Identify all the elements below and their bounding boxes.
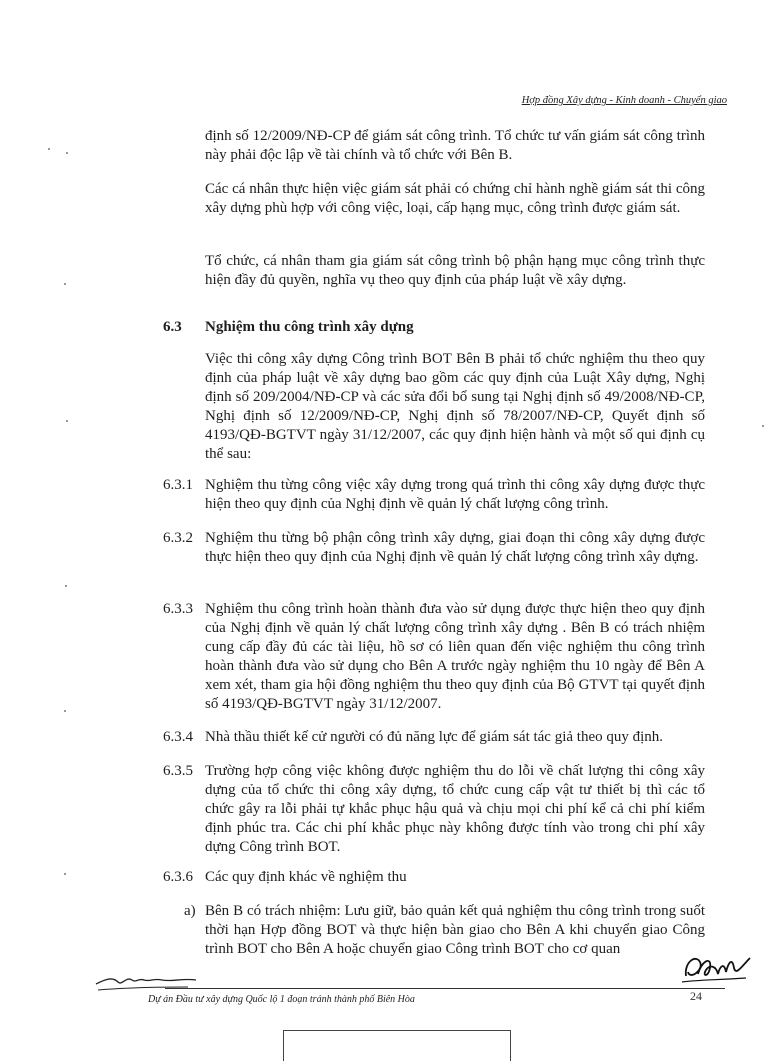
footer-project-name: Dự án Đầu tư xây dựng Quốc lộ 1 đoạn tránh thành phố Biên Hòa bbox=[148, 994, 415, 1005]
item-text: Nghiệm thu từng bộ phận công trình xây dựng, giai đoạn thi công xây dựng được thực hiện theo quy định của Nghị định về quản lý chất lượng công trình xây dựng. bbox=[205, 530, 705, 565]
item-text: Nghiệm thu công trình hoàn thành đưa vào sử dụng được thực hiện theo quy định của Nghị định về quản lý chất lượng công trình xây dựng . Bên B có trách nhiệm cung cấp đầy đủ các tài liệu, hồ sơ có liên quan đến việc nghiệm thu công trình hoàn thành đưa vào sử dụng cho Bên A trước ngày nghiệm thu 10 ngày để Bên A xem xét, tham gia hội đồng nghiệm thu theo quy định của Bộ GTVT tại quyết định số 4193/QĐ-BGTVT ngày 31/12/2007. bbox=[205, 601, 705, 712]
item-number: 6.3.2 bbox=[163, 530, 193, 546]
footer-rule bbox=[165, 988, 725, 989]
signature-left bbox=[92, 968, 202, 996]
scan-speck bbox=[66, 152, 68, 154]
item-number: 6.3.1 bbox=[163, 477, 193, 493]
running-header: Hợp đồng Xây dựng - Kinh doanh - Chuyển giao bbox=[521, 95, 727, 106]
paragraph-intro-2: Các cá nhân thực hiện việc giám sát phải có chứng chỉ hành nghề giám sát thi công xây dựng phù hợp với công việc, loại, cấp hạng mục, công trình được giám sát. bbox=[205, 181, 705, 216]
scan-speck bbox=[65, 585, 67, 587]
scan-speck bbox=[64, 710, 66, 712]
item-text: Nghiệm thu từng công việc xây dựng trong quá trình thi công xây dựng được thực hiện theo quy định của Nghị định về quản lý chất lượng công trình. bbox=[205, 477, 705, 512]
paragraph-intro-3: Tổ chức, cá nhân tham gia giám sát công trình bộ phận hạng mục công trình thực hiện đầy đủ quyền, nghĩa vụ theo quy định của pháp luật về xây dựng. bbox=[205, 253, 705, 288]
section-number: 6.3 bbox=[163, 319, 182, 335]
section-title: Nghiệm thu công trình xây dựng bbox=[205, 319, 414, 335]
paragraph-intro-1: định số 12/2009/NĐ-CP để giám sát công trình. Tổ chức tư vấn giám sát công trình này phải độc lập về tài chính và tổ chức với Bên B. bbox=[205, 128, 705, 163]
scan-speck bbox=[64, 283, 66, 285]
sub-item-text: Bên B có trách nhiệm: Lưu giữ, bảo quản kết quả nghiệm thu công trình trong suốt thời hạn Hợp đồng BOT và thực hiện bàn giao cho Bên A khi chuyển giao Công trình BOT cho Bên A hoặc chuyển giao Công trình BOT cho cơ quan bbox=[205, 903, 705, 957]
scan-speck bbox=[48, 148, 50, 150]
page-number: 24 bbox=[690, 989, 702, 1003]
item-number: 6.3.4 bbox=[163, 729, 193, 745]
bottom-binding-box bbox=[283, 1030, 511, 1061]
signature-right bbox=[676, 946, 758, 990]
sub-item-label: a) bbox=[184, 903, 196, 919]
scan-speck bbox=[66, 420, 68, 422]
item-text: Trường hợp công việc không được nghiệm thu do lỗi về chất lượng thi công xây dựng của tổ chức thi công xây dựng, tổ chức cung cấp vật tư thiết bị thì các tổ chức gây ra lỗi phải tự khắc phục hậu quả và chịu mọi chi phí kể cả chi phí kiểm định phúc tra. Các chi phí khắc phục này không được tính vào trong chi phí xây dựng Công trình BOT. bbox=[205, 763, 705, 855]
item-text: Các quy định khác về nghiệm thu bbox=[205, 869, 407, 885]
section-intro-paragraph: Việc thi công xây dựng Công trình BOT Bên B phải tổ chức nghiệm thu theo quy định của pháp luật về xây dựng bao gồm các quy định của Luật Xây dựng, Nghị định số 209/2004/NĐ-CP và các sửa đổi bổ sung tại Nghị định số 49/2008/NĐ-CP, Nghị định số 12/2009/NĐ-CP, Nghị định số 78/2007/NĐ-CP, Quyết định số 4193/QĐ-BGTVT ngày 31/12/2007, các quy định hiện hành và một số qui định cụ thể sau: bbox=[205, 351, 705, 462]
scan-speck bbox=[64, 873, 66, 875]
scan-speck bbox=[762, 425, 764, 427]
item-number: 6.3.6 bbox=[163, 869, 193, 885]
item-text: Nhà thầu thiết kế cử người có đủ năng lực để giám sát tác giả theo quy định. bbox=[205, 729, 664, 745]
item-number: 6.3.5 bbox=[163, 763, 193, 779]
item-number: 6.3.3 bbox=[163, 601, 193, 617]
